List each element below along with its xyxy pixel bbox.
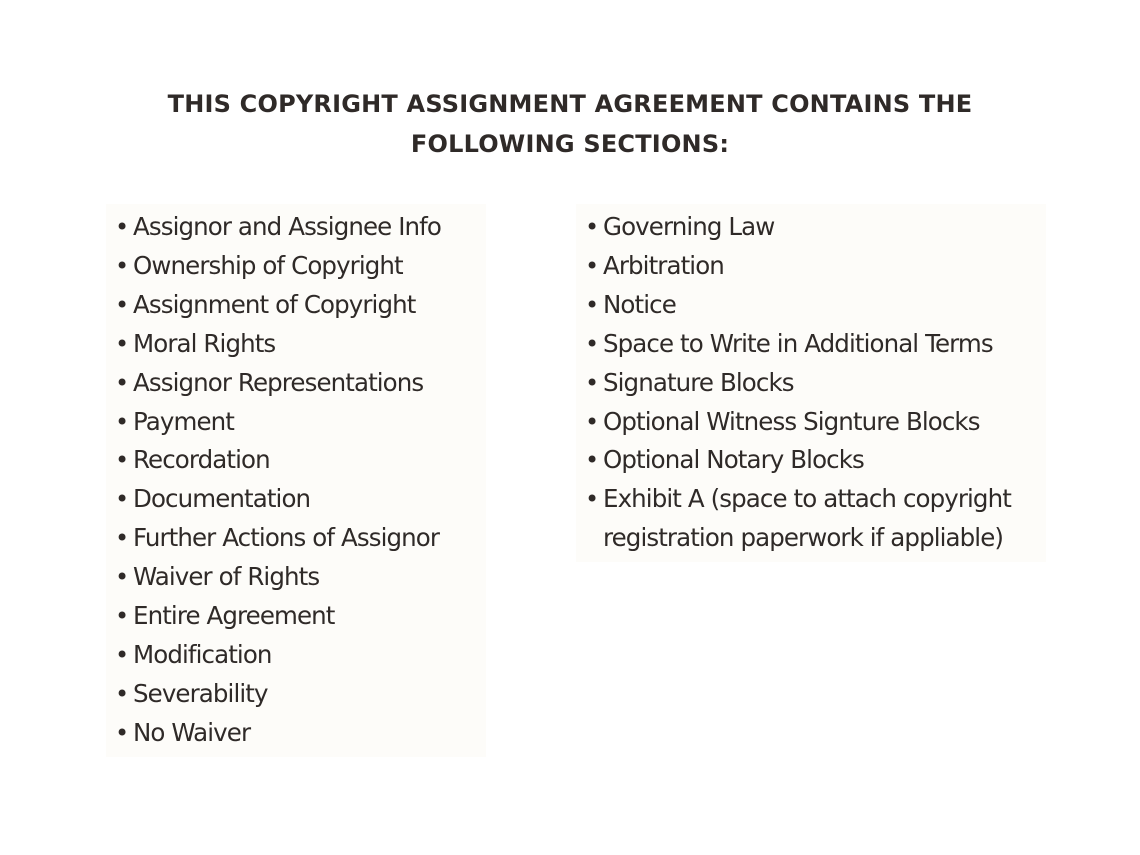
list-item-label: Assignor Representations [133, 367, 424, 397]
list-item [110, 636, 482, 675]
sections-list-left [110, 208, 482, 753]
list-item-label: Governing Law [603, 212, 775, 241]
list-item [580, 286, 1042, 325]
bullet-icon: • [585, 213, 599, 241]
list-item-label: Further Actions of Assignor [133, 523, 440, 553]
bullet-icon: • [585, 251, 599, 280]
list-item-label: Space to Write in Additional Terms [603, 328, 993, 358]
list-item [110, 675, 482, 714]
bullet-icon: • [115, 329, 129, 358]
list-item [580, 208, 1042, 247]
list-item-label: Ownership of Copyright [133, 250, 403, 280]
list-item [110, 480, 482, 519]
list-item-label: Waiver of Rights [133, 562, 320, 592]
list-item [110, 714, 482, 753]
list-item [580, 480, 1042, 558]
bullet-icon: • [115, 290, 129, 319]
list-item-label: Recordation [133, 445, 270, 475]
list-item [110, 597, 482, 636]
list-item [110, 403, 482, 442]
list-item [110, 558, 482, 597]
bullet-icon: • [115, 213, 129, 241]
list-item [580, 364, 1042, 403]
list-item-label: Modification [133, 639, 272, 669]
list-item [580, 403, 1042, 442]
list-item [110, 364, 482, 403]
list-item [110, 325, 482, 364]
bullet-icon: • [115, 718, 129, 747]
list-item [110, 247, 482, 286]
bullet-icon: • [585, 329, 599, 358]
list-item-label: Moral Rights [133, 328, 276, 358]
list-item-label: Payment [133, 406, 234, 436]
list-item [110, 441, 482, 480]
bullet-icon: • [585, 407, 599, 436]
bullet-icon: • [115, 368, 129, 397]
bullet-icon: • [115, 679, 129, 708]
list-item-label: No Waiver [133, 717, 251, 747]
bullet-icon: • [115, 251, 129, 280]
bullet-icon: • [585, 290, 599, 319]
list-item [580, 247, 1042, 286]
list-item [580, 441, 1042, 480]
list-item [580, 325, 1042, 364]
bullet-icon: • [115, 524, 129, 553]
title-line-2: FOLLOWING SECTIONS: [410, 130, 730, 158]
list-item [110, 519, 482, 558]
bullet-icon: • [115, 485, 129, 514]
list-item [110, 286, 482, 325]
bullet-icon: • [115, 602, 129, 631]
bullet-icon: • [585, 368, 599, 397]
page-title [140, 84, 1000, 164]
list-item-label: Exhibit A (space to attach copyright registration paperwork if appliable) [603, 484, 1011, 553]
list-item-label: Documentation [133, 484, 311, 514]
list-item-label: Arbitration [603, 250, 724, 280]
list-item-label: Notice [603, 289, 676, 319]
title-line-1: THIS COPYRIGHT ASSIGNMENT AGREEMENT CONTAINS THE [167, 90, 973, 118]
list-item-label: Optional Notary Blocks [603, 445, 864, 475]
list-item-label: Optional Witness Signture Blocks [603, 406, 980, 436]
bullet-icon: • [115, 407, 129, 436]
bullet-icon: • [115, 640, 129, 669]
list-item-label: Assignment of Copyright [133, 289, 416, 319]
bullet-icon: • [115, 446, 129, 475]
list-item-label: Entire Agreement [133, 601, 335, 631]
bullet-icon: • [585, 446, 599, 475]
bullet-icon: • [585, 485, 599, 514]
list-item-label: Severability [133, 678, 268, 708]
list-item-label: Assignor and Assignee Info [133, 212, 441, 241]
list-item-label: Signature Blocks [603, 367, 794, 397]
bullet-icon: • [115, 563, 129, 592]
sections-list-right [580, 208, 1042, 558]
list-item [110, 208, 482, 247]
